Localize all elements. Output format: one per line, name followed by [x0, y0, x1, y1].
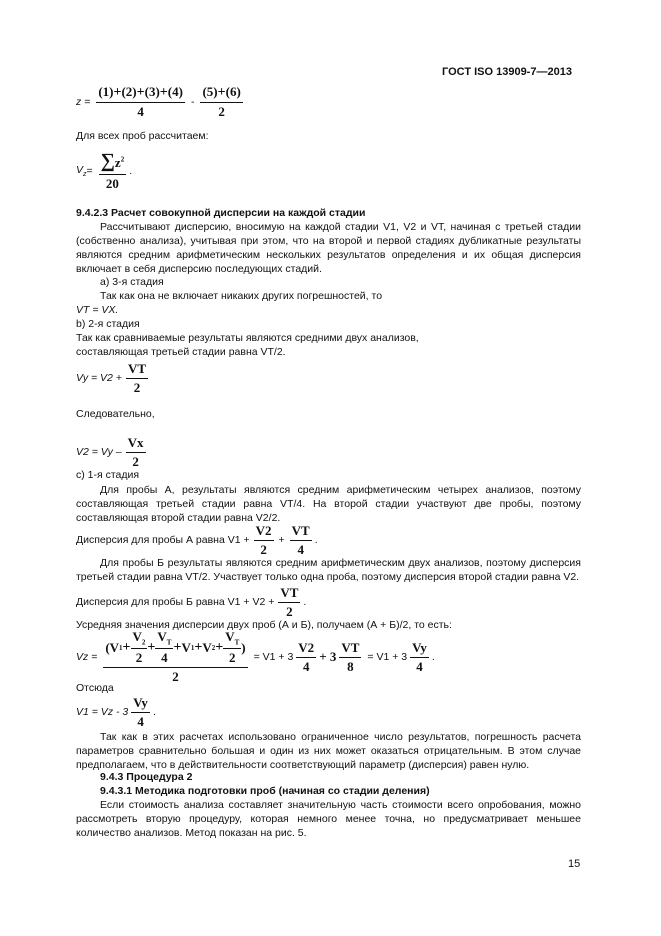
stage-b-text2: составляющая третьей стадии равна VT/2.: [76, 346, 286, 358]
limitations-paragraph: Так как в этих расчетах использовано ограниченное число результатов, погрешность расчета параметров сравнительно большая и один из них может оказаться отрицательным. В этом случае предполагаем, что в действительности соответствующий параметр (дисперсия) равен нулю.: [76, 731, 581, 771]
equation-sample-b: Дисперсия для пробы Б равна V1 + V2 + $\frac{VT}{2}$ .: [76, 584, 307, 619]
section-9-4-3-title: 9.4.3 Процедура 2: [100, 771, 193, 783]
hence: Отсюда: [76, 682, 114, 694]
document-header: ГОСТ ISO 13909-7—2013: [442, 66, 572, 78]
equation-v1: V1 = Vz - 3 $\frac{Vy}{4}$ .: [76, 694, 156, 729]
eq-vz2-big-frac: (V 1 + $\frac{V_2}{2}$ + $\frac{V_T}{4}$ + V 1 + V 2 + $\frac{V_T}{2}$ ) 2: [105, 629, 246, 684]
eq-z-frac2: $\frac{(5)+(6)}{2}$: [202, 84, 241, 119]
equation-vz: $V_z$ = $\frac{\sum z^2}{20}$ .: [76, 150, 133, 191]
stage-b-label: b) 2-я стадия: [76, 318, 140, 330]
equation-vz-average: Vz = (V 1 + $\frac{V_2}{2}$ + $\frac{V_T}{4}$ + V 1 + V 2 + $\frac{V_T}{2}$ ) 2 = V1 + 3 $\frac{V2}{4}$ + 3 $\frac{VT}{8}$ = V1 + 3 $\frac{Vy}{4}$ .: [76, 629, 435, 684]
section-9-4-3-1-paragraph: Если стоимость анализа составляет значительную часть стоимости всего опробования, можно рассмотреть вторую процедуру, которая немного менее точна, но предусматривает меньшее количество анализов. Метод показан на рис. 5.: [76, 799, 581, 839]
eq-vz-frac: $\frac{\sum z^2}{20}$: [100, 150, 125, 191]
section-9-4-2-3-paragraph: Рассчитывают дисперсию, вносимую на каждой стадии V1, V2 и VT, начиная с третьей стадии (собственно анализа), учитывая при этом, что на второй и первой стадиях дубликатные результаты являются средним арифметическим нескольких результатов определения и их общая дисперсия включает в себя дисперсию последующих стадий.: [76, 221, 581, 275]
equation-sample-a: Дисперсия для пробы А равна V1 + $\frac{V2}{2}$ + $\frac{VT}{4}$ .: [76, 522, 318, 557]
equation-vy: Vy = V2 + $\frac{VT}{2}$: [76, 360, 146, 395]
stage-a-eq: VT = VX.: [76, 304, 119, 316]
stage-b-text1: Так как сравниваемые результаты являются средними двух анализов,: [76, 332, 419, 344]
consequently: Следовательно,: [76, 408, 155, 420]
eq-z-frac1: $\frac{(1)+(2)+(3)+(4)}{4}$: [98, 84, 183, 119]
stage-a-text: Так как она не включает никаких других погрешностей, то: [100, 290, 383, 302]
stage-c-paragraph: Для пробы А, результаты являются средним арифметическим четырех анализов, поэтому составляющая третьей стадии равна VT/4. На второй стадии участвуют две пробы, поэтому составляющая второй стадии равна V2/2.: [76, 484, 581, 524]
averaging-text: Усредняя значения дисперсии двух проб (А и Б), получаем (А + Б)/2, то есть:: [76, 619, 452, 631]
stage-c-label: с) 1-я стадия: [76, 469, 140, 481]
page-number: 15: [568, 858, 581, 870]
eq-z-lhs: z =: [76, 96, 91, 108]
equation-v2: V2 = Vy – $\frac{Vx}{2}$: [76, 434, 144, 469]
section-9-4-3-1-title: 9.4.3.1 Методика подготовки проб (начиная со стадии деления): [100, 785, 430, 797]
paragraph-all-samples: Для всех проб рассчитаем:: [76, 130, 209, 142]
section-9-4-2-3-title: 9.4.2.3 Расчет совокупной дисперсии на каждой стадии: [76, 207, 366, 219]
sample-b-paragraph: Для пробы Б результаты являются средним арифметическим двух анализов, поэтому дисперсия третьей стадии равна VT/2. Участвует только одна проба, поэтому дисперсия второй стадии равна V2.: [76, 557, 581, 583]
stage-a-label: а) 3-я стадия: [100, 276, 164, 288]
equation-z: z = $\frac{(1)+(2)+(3)+(4)}{4}$ - $\frac{(5)+(6)}{2}$: [76, 84, 241, 119]
